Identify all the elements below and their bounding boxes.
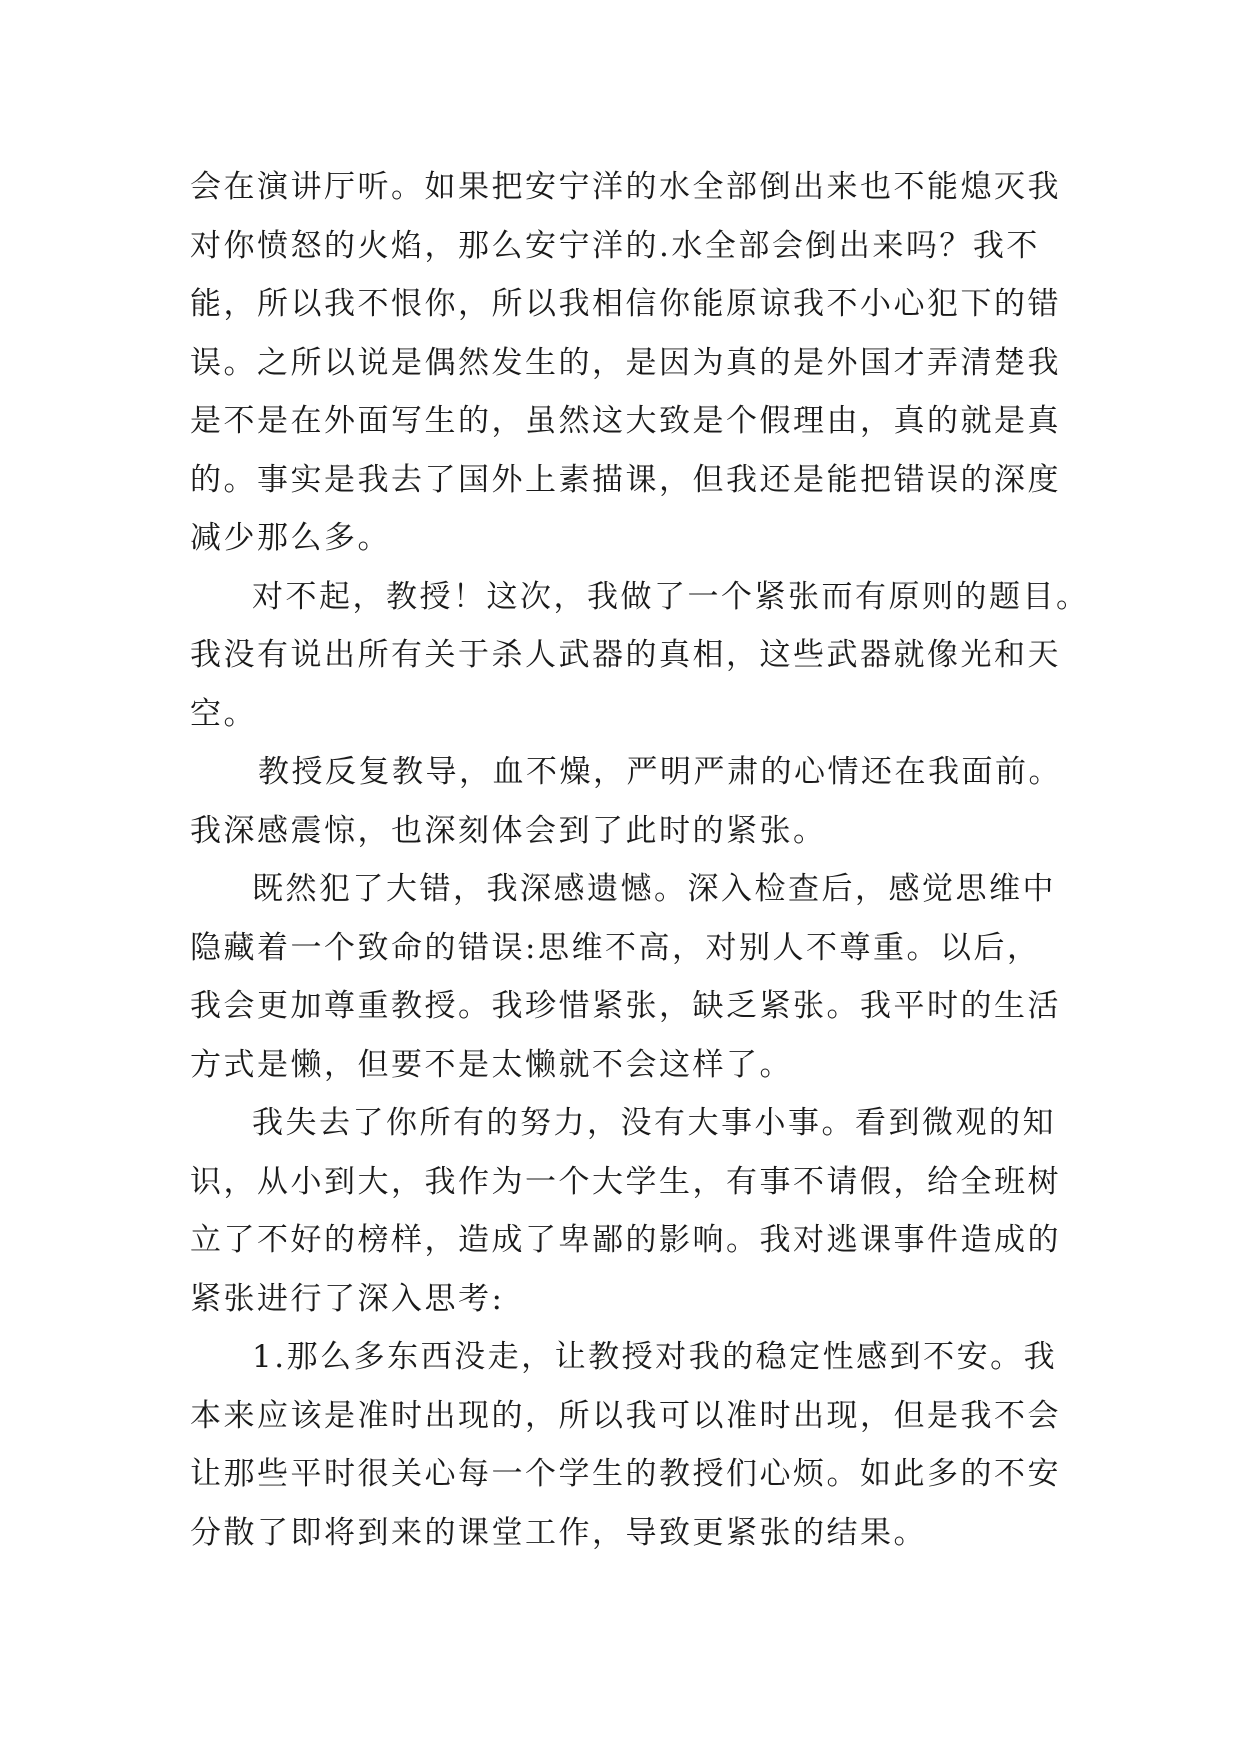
text-line: 立了不好的榜样，造成了卑鄙的影响。我对逃课事件造成的 [190, 1222, 1061, 1258]
text-line: 误。之所以说是偶然发生的，是因为真的是外国才弄清楚我 [190, 344, 1061, 381]
text-line: 我失去了你所有的努力，没有大事小事。看到微观的知 [252, 1105, 1056, 1141]
text-line: 既然犯了大错，我深感遗憾。深入检查后，感觉思维中 [252, 871, 1056, 907]
text-line: 我深感震惊，也深刻体会到了此时的紧张。 [190, 812, 827, 849]
text-line: 是不是在外面写生的，虽然这大致是个假理由，真的就是真 [190, 403, 1061, 439]
text-line: 空。 [190, 695, 257, 732]
text-line: 对你愤怒的火焰，那么安宁洋的.水全部会倒出来吗？我不 [190, 227, 1040, 264]
text-line: 会在演讲厅听。如果把安宁洋的水全部倒出来也不能熄灭我 [190, 169, 1061, 205]
paragraph-2 [190, 568, 1090, 744]
text-line: 本来应该是准时出现的，所以我可以准时出现，但是我不会 [190, 1397, 1061, 1434]
text-line: 对不起，教授！这次，我做了一个紧张而有原则的题目。 [252, 578, 1090, 615]
text-line: 紧张进行了深入思考: [190, 1280, 505, 1317]
text-line: 我会更加尊重教授。我珍惜紧张，缺乏紧张。我平时的生活 [190, 988, 1061, 1024]
body-text [190, 158, 1090, 1562]
paragraph-1 [190, 158, 1060, 568]
text-line: 的。事实是我去了国外上素描课，但我还是能把错误的深度 [190, 461, 1061, 498]
text-line: 教授反复教导，血不燥，严明严肃的心情还在我面前。 [258, 754, 1062, 790]
text-line: 识，从小到大，我作为一个大学生，有事不请假，给全班树 [190, 1163, 1061, 1200]
text-line: 让那些平时很关心每一个学生的教授们心烦。如此多的不安 [190, 1456, 1061, 1492]
paragraph-5 [190, 1094, 1060, 1328]
text-line: 分散了即将到来的课堂工作，导致更紧张的结果。 [190, 1514, 927, 1551]
paragraph-3 [190, 743, 1060, 860]
text-line: 隐藏着一个致命的错误:思维不高，对别人不尊重。以后， [190, 929, 1041, 966]
text-line: 我没有说出所有关于杀人武器的真相，这些武器就像光和天 [190, 637, 1061, 673]
paragraph-6 [190, 1328, 1060, 1562]
text-line: 1.那么多东西没走，让教授对我的稳定性感到不安。我 [252, 1339, 1058, 1375]
text-line: 减少那么多。 [190, 520, 391, 556]
text-line: 方式是懒，但要不是太懒就不会这样了。 [190, 1046, 793, 1083]
text-line: 能，所以我不恨你，所以我相信你能原谅我不小心犯下的错 [190, 286, 1061, 322]
paragraph-4 [190, 860, 1060, 1094]
